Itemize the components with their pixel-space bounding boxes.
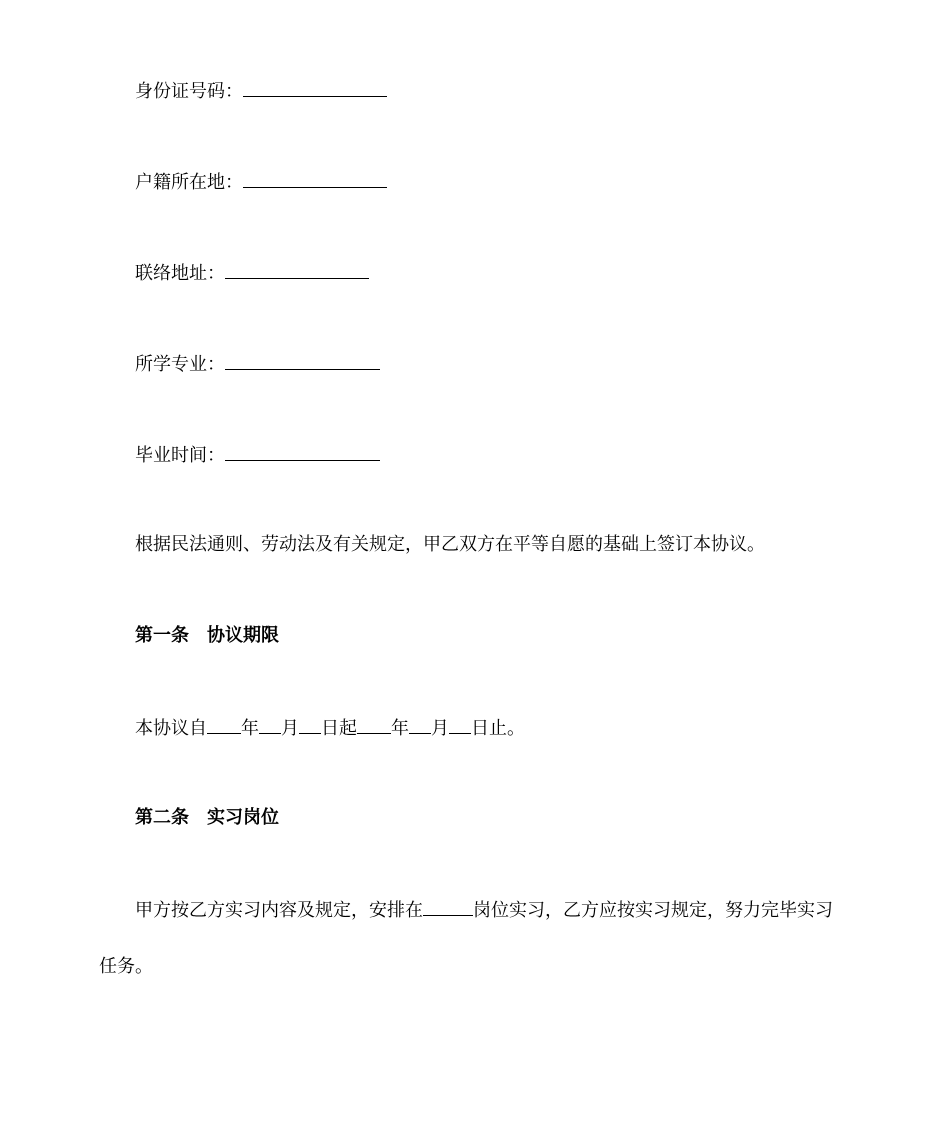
text-segment: 日起 xyxy=(321,718,357,739)
field-label: 毕业时间： xyxy=(135,445,225,466)
graduation-blank[interactable] xyxy=(225,442,380,461)
household-blank[interactable] xyxy=(243,169,387,188)
start-year-blank[interactable] xyxy=(207,715,241,734)
text-segment: 本协议自 xyxy=(135,718,207,739)
text-segment: 甲方按乙方实习内容及规定，安排在 xyxy=(135,900,423,921)
end-year-blank[interactable] xyxy=(357,715,391,734)
article2-paragraph xyxy=(135,897,833,923)
major-blank[interactable] xyxy=(225,351,380,370)
text-segment: 日止。 xyxy=(471,718,525,739)
text-segment: 岗位实习，乙方应按实习规定，努力完毕实习 xyxy=(473,900,833,921)
article2-heading: 第二条 实习岗位 xyxy=(135,807,279,828)
intro-paragraph: 根据民法通则、劳动法及有关规定，甲乙双方在平等自愿的基础上签订本协议。 xyxy=(135,534,765,555)
article1-heading: 第一条 协议期限 xyxy=(135,625,279,646)
field-label: 户籍所在地： xyxy=(135,172,243,193)
start-day-blank[interactable] xyxy=(299,715,321,734)
field-household xyxy=(135,169,387,195)
position-blank[interactable] xyxy=(423,897,473,916)
field-label: 所学专业： xyxy=(135,354,225,375)
id-number-blank[interactable] xyxy=(243,78,387,97)
field-label: 身份证号码： xyxy=(135,81,243,102)
field-label: 联络地址： xyxy=(135,263,225,284)
start-month-blank[interactable] xyxy=(259,715,281,734)
field-graduation xyxy=(135,442,380,468)
text-segment: 年 xyxy=(241,718,259,739)
article1-paragraph xyxy=(135,715,525,741)
end-day-blank[interactable] xyxy=(449,715,471,734)
text-segment: 月 xyxy=(281,718,299,739)
end-month-blank[interactable] xyxy=(409,715,431,734)
field-address xyxy=(135,260,369,286)
text-segment: 年 xyxy=(391,718,409,739)
address-blank[interactable] xyxy=(225,260,369,279)
field-major xyxy=(135,351,380,377)
field-id-number xyxy=(135,78,387,104)
text-segment: 月 xyxy=(431,718,449,739)
article2-paragraph-continued: 任务。 xyxy=(99,956,153,977)
